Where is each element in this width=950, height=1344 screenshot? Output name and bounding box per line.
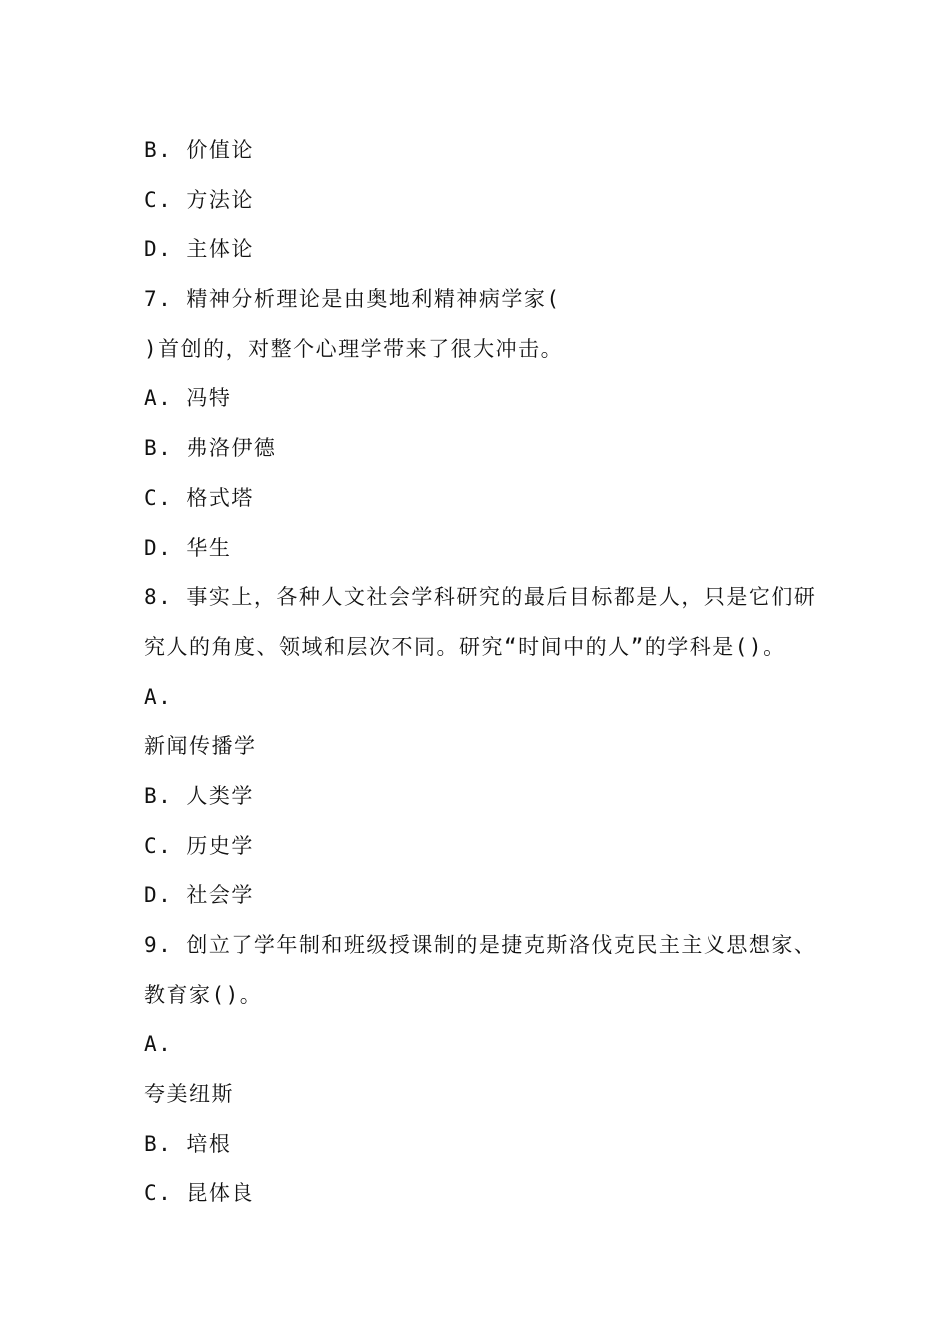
q8-option-a-text: 新闻传播学 <box>144 734 257 759</box>
q7-option-b: B. 弗洛伊德 <box>144 436 277 461</box>
q9-option-a-text: 夸美纽斯 <box>144 1082 234 1107</box>
option-b-value-theory: B. 价值论 <box>144 138 254 162</box>
question-9-line-1: 9. 创立了学年制和班级授课制的是捷克斯洛伐克民主主义思想家、 <box>144 933 817 957</box>
q9-option-c: C. 昆体良 <box>144 1181 254 1206</box>
q9-option-b: B. 培根 <box>144 1131 232 1156</box>
q8-option-b: B. 人类学 <box>144 783 254 808</box>
question-text-block <box>144 126 844 1219</box>
q8-option-c: C. 历史学 <box>144 833 254 858</box>
q7-option-c: C. 格式塔 <box>144 485 254 510</box>
q7-option-a: A. 冯特 <box>144 386 232 411</box>
question-8-line-1: 8. 事实上，各种人文社会学科研究的最后目标都是人，只是它们研 <box>144 585 817 610</box>
option-c-methodology: C. 方法论 <box>144 187 254 212</box>
question-9-line-2: 教育家()。 <box>144 982 263 1007</box>
option-d-subject-theory: D. 主体论 <box>144 237 254 262</box>
q8-option-d: D. 社会学 <box>144 883 254 908</box>
question-7-line-1: 7. 精神分析理论是由奥地利精神病学家( <box>144 287 561 312</box>
q9-option-a-label: A. <box>144 1032 173 1057</box>
question-7-line-2: )首创的，对整个心理学带来了很大冲击。 <box>144 336 564 361</box>
q7-option-d: D. 华生 <box>144 535 232 560</box>
q8-option-a-label: A. <box>144 684 173 709</box>
question-8-line-2: 究人的角度、领域和层次不同。研究“时间中的人”的学科是()。 <box>144 634 786 659</box>
